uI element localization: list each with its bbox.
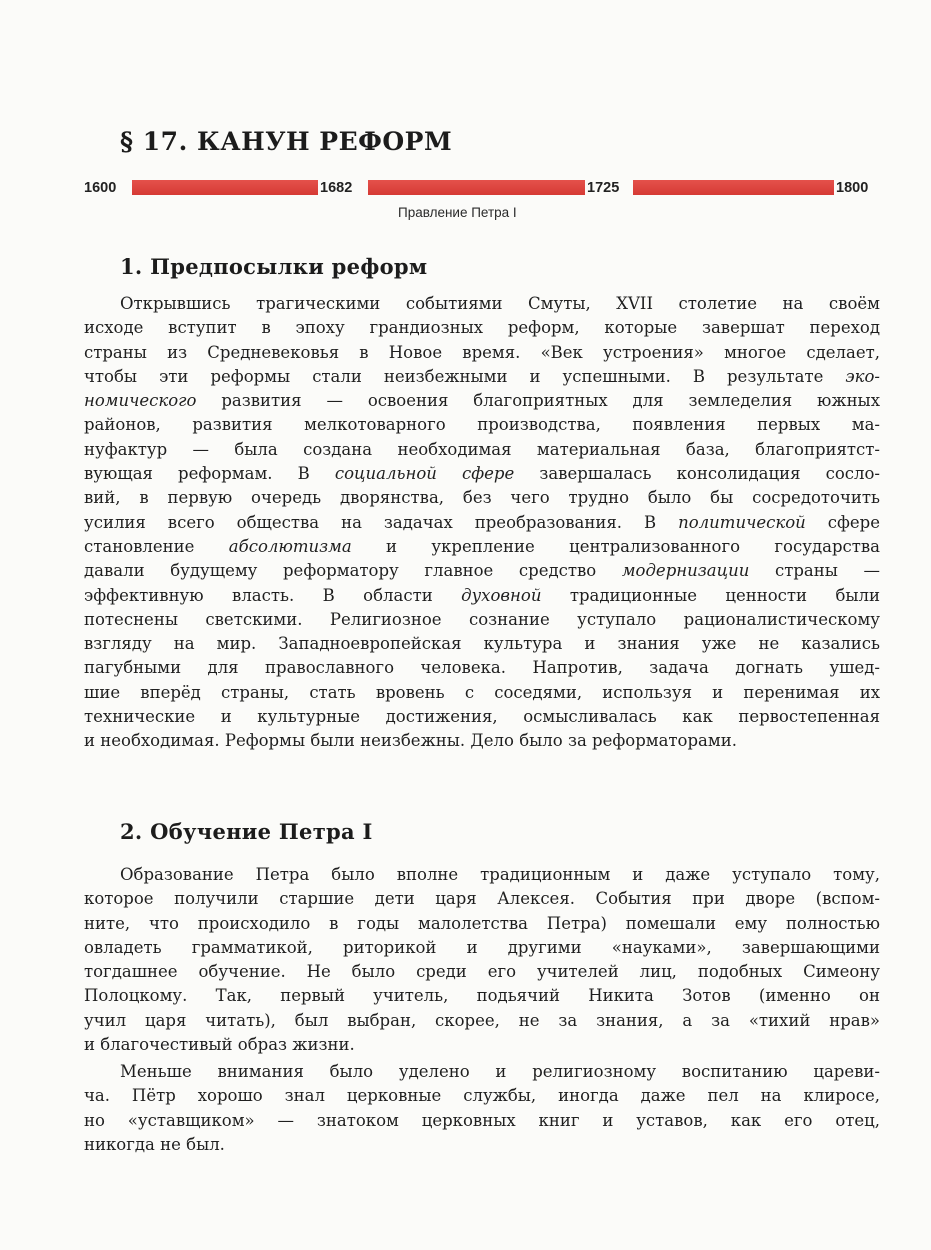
text-line: тогдашнее обучение. Не было среди его учителей лиц, подобных Симеону	[84, 962, 880, 982]
paragraph	[84, 1060, 880, 1157]
timeline-year-end: 1800	[836, 180, 869, 196]
text-line: шие вперёд страны, стать вровень с соседями, используя и перенимая их	[84, 682, 880, 702]
text-line: и необходимая. Реформы были неизбежны. Дело было за реформаторами.	[84, 731, 737, 751]
text-line: овладеть грамматикой, риторикой и другими «науками», завершающими	[84, 937, 880, 957]
text-line: Образование Петра было вполне традиционным и даже уступало тому,	[120, 865, 880, 884]
text-line: ча. Пётр хорошо знал церковные службы, иногда даже пел на клиросе,	[84, 1086, 880, 1106]
text-line: но «уставщиком» — знатоком церковных книг и уставов, как его отец,	[84, 1110, 880, 1130]
text-line: становление абсолютизма и укрепление централизованного государства	[84, 536, 880, 556]
text-line: исходе вступит в эпоху грандиозных реформ, которые завершат переход	[84, 318, 880, 338]
section-title: 1. Предпосылки реформ	[120, 254, 428, 279]
text-line: ните, что происходило в годы малолетства Петра) помешали ему полностью	[84, 913, 880, 933]
text-line: которое получили старшие дети царя Алексея. События при дворе (вспом-	[84, 889, 880, 909]
text-line: усилия всего общества на задачах преобразования. В политической сфере	[84, 512, 880, 532]
paragraph	[84, 863, 880, 1057]
timeline-bar-segment	[368, 180, 585, 195]
chapter-title: § 17. КАНУН РЕФОРМ	[120, 127, 453, 156]
text-line: районов, развития мелкотоварного производства, появления первых ма-	[84, 415, 880, 435]
timeline-year: 1725	[587, 180, 620, 196]
emphasis-text: абсолютизма	[228, 536, 352, 556]
text-line: потеснены светскими. Религиозное сознание уступало рационалистическому	[84, 609, 880, 629]
text-line: взгляду на мир. Западноевропейская культура и знания уже не казались	[84, 634, 880, 654]
text-line: никогда не был.	[84, 1134, 225, 1154]
timeline-bar-segment	[132, 180, 318, 195]
timeline-bar-segment	[633, 180, 834, 195]
timeline-caption: Правление Петра I	[398, 205, 517, 220]
text-line: чтобы эти реформы стали неизбежными и успешными. В результате эко-	[84, 366, 880, 386]
section-title: 2. Обучение Петра I	[120, 819, 373, 844]
text-line: вующая реформам. В социальной сфере завершалась консолидация сосло-	[84, 464, 880, 484]
text-line: пагубными для православного человека. Напротив, задача догнать ушед-	[84, 658, 880, 678]
text-line: вий, в первую очередь дворянства, без чего трудно было бы сосредоточить	[84, 488, 880, 508]
text-line: страны из Средневековья в Новое время. «Век устроения» многое сделает,	[84, 342, 880, 362]
emphasis-text: номического	[84, 391, 197, 411]
text-line: номического развития — освоения благоприятных для земледелия южных	[84, 391, 880, 411]
text-line: технические и культурные достижения, осмысливалась как первостепенная	[84, 707, 880, 727]
text-line: и благочестивый образ жизни.	[84, 1035, 355, 1055]
text-line: учил царя читать), был выбран, скорее, не за знания, а за «тихий нрав»	[84, 1010, 880, 1030]
paragraph	[84, 292, 880, 754]
emphasis-text: эко-	[845, 366, 880, 386]
emphasis-text: модернизации	[621, 561, 750, 581]
timeline	[84, 178, 884, 200]
timeline-year: 1682	[320, 180, 353, 196]
text-line: давали будущему реформатору главное средство модернизации страны —	[84, 561, 880, 581]
emphasis-text: политической	[678, 512, 806, 532]
timeline-year-start: 1600	[84, 180, 117, 196]
emphasis-text: социальной сфере	[334, 464, 515, 484]
text-line: эффективную власть. В области духовной традиционные ценности были	[84, 585, 880, 605]
text-line: нуфактур — была создана необходимая материальная база, благоприятст-	[84, 439, 880, 459]
text-line: Полоцкому. Так, первый учитель, подьячий Никита Зотов (именно он	[84, 986, 880, 1006]
emphasis-text: духовной	[461, 585, 542, 605]
text-line: Открывшись трагическими событиями Смуты, XVII столетие на своём	[120, 294, 880, 313]
text-line: Меньше внимания было уделено и религиозному воспитанию цареви-	[120, 1062, 880, 1081]
